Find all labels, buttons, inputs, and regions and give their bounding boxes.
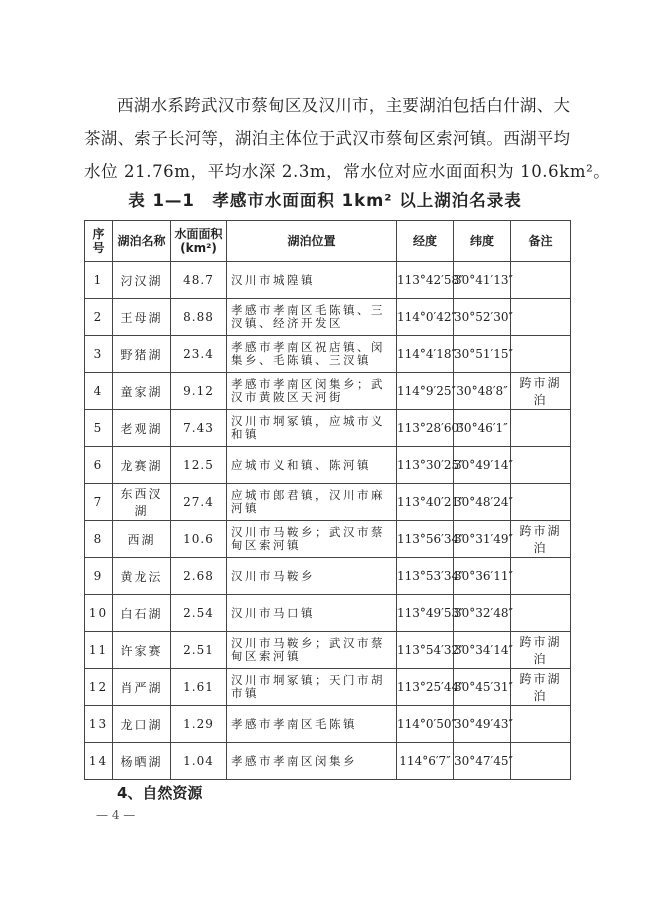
table-row [85, 336, 571, 373]
section-heading: 4、自然资源 [117, 784, 203, 802]
cell-latitude: 30°51′15″ [454, 336, 511, 373]
cell-name: 野猪湖 [113, 336, 171, 373]
cell-area: 2.54 [171, 595, 227, 632]
table-row [85, 521, 571, 558]
cell-longitude: 114°4′18″ [397, 336, 454, 373]
table-row [85, 632, 571, 669]
table-row [85, 595, 571, 632]
table-header-row [85, 221, 571, 262]
cell-latitude: 30°32′48″ [454, 595, 511, 632]
cell-longitude: 113°56′34″ [397, 521, 454, 558]
header-name: 湖泊名称 [113, 221, 171, 262]
cell-no: 4 [85, 373, 113, 410]
cell-location: 孝感市孝南区闵集乡 [227, 743, 397, 780]
cell-latitude: 30°41′13″ [454, 262, 511, 299]
cell-longitude: 114°9′25″ [397, 373, 454, 410]
cell-longitude: 113°49′53″ [397, 595, 454, 632]
cell-note: 跨市湖泊 [511, 632, 571, 669]
cell-note [511, 743, 571, 780]
header-note: 备注 [511, 221, 571, 262]
cell-name: 龙口湖 [113, 706, 171, 743]
cell-longitude: 113°54′32″ [397, 632, 454, 669]
cell-location: 孝感市孝南区祝店镇、闵集乡、毛陈镇、三汊镇 [227, 336, 397, 373]
cell-latitude: 30°52′30″ [454, 299, 511, 336]
cell-note [511, 484, 571, 521]
cell-note: 跨市湖泊 [511, 521, 571, 558]
header-location: 湖泊位置 [227, 221, 397, 262]
cell-no: 12 [85, 669, 113, 706]
header-latitude: 纬度 [454, 221, 511, 262]
cell-name: 老观湖 [113, 410, 171, 447]
table-row [85, 669, 571, 706]
table-row [85, 743, 571, 780]
cell-note: 跨市湖泊 [511, 373, 571, 410]
cell-note [511, 447, 571, 484]
cell-location: 孝感市孝南区闵集乡；武汉市黄陂区天河街 [227, 373, 397, 410]
cell-longitude: 114°6′7″ [397, 743, 454, 780]
cell-location: 应城市义和镇、陈河镇 [227, 447, 397, 484]
cell-note [511, 262, 571, 299]
cell-area: 8.88 [171, 299, 227, 336]
cell-longitude: 113°53′34″ [397, 558, 454, 595]
page-number: — 4 — [96, 808, 136, 822]
cell-area: 23.4 [171, 336, 227, 373]
cell-area: 48.7 [171, 262, 227, 299]
cell-latitude: 30°46′1″ [454, 410, 511, 447]
header-longitude: 经度 [397, 221, 454, 262]
table-row [85, 373, 571, 410]
table-row [85, 299, 571, 336]
paragraph-line: 水位 21.76m，平均水深 2.3m，常水位对应水面面积为 10.6km²。 [84, 162, 611, 181]
cell-area: 12.5 [171, 447, 227, 484]
cell-name: 东西汊湖 [113, 484, 171, 521]
cell-note [511, 299, 571, 336]
cell-location: 汉川市马鞍乡；武汉市蔡甸区索河镇 [227, 632, 397, 669]
cell-no: 6 [85, 447, 113, 484]
cell-note [511, 336, 571, 373]
cell-longitude: 113°40′21″ [397, 484, 454, 521]
cell-latitude: 30°48′8″ [454, 373, 511, 410]
lake-table [84, 220, 571, 780]
cell-no: 14 [85, 743, 113, 780]
cell-latitude: 30°49′43″ [454, 706, 511, 743]
cell-latitude: 30°31′49″ [454, 521, 511, 558]
cell-no: 8 [85, 521, 113, 558]
cell-location: 应城市郎君镇，汉川市麻河镇 [227, 484, 397, 521]
cell-no: 5 [85, 410, 113, 447]
cell-area: 1.29 [171, 706, 227, 743]
cell-no: 2 [85, 299, 113, 336]
cell-name: 肖严湖 [113, 669, 171, 706]
table-row [85, 410, 571, 447]
cell-no: 1 [85, 262, 113, 299]
cell-note [511, 410, 571, 447]
cell-latitude: 30°45′31″ [454, 669, 511, 706]
cell-name: 西湖 [113, 521, 171, 558]
intro-paragraph [84, 92, 611, 191]
cell-location: 孝感市孝南区毛陈镇 [227, 706, 397, 743]
cell-name: 杨晒湖 [113, 743, 171, 780]
cell-note: 跨市湖泊 [511, 669, 571, 706]
cell-latitude: 30°34′14″ [454, 632, 511, 669]
cell-location: 孝感市孝南区毛陈镇、三汊镇、经济开发区 [227, 299, 397, 336]
paragraph-line: 西湖水系跨武汉市蔡甸区及汉川市，主要湖泊包括白什湖、大 [117, 96, 570, 115]
cell-location: 汉川市马鞍乡；武汉市蔡甸区索河镇 [227, 521, 397, 558]
cell-longitude: 113°30′25″ [397, 447, 454, 484]
cell-location: 汉川市马口镇 [227, 595, 397, 632]
cell-no: 9 [85, 558, 113, 595]
header-area: 水面面积(km²) [171, 221, 227, 262]
header-no: 序号 [85, 221, 113, 262]
cell-location: 汉川市城隍镇 [227, 262, 397, 299]
cell-area: 2.51 [171, 632, 227, 669]
cell-area: 1.61 [171, 669, 227, 706]
cell-area: 10.6 [171, 521, 227, 558]
cell-longitude: 114°0′50″ [397, 706, 454, 743]
cell-name: 龙赛湖 [113, 447, 171, 484]
cell-no: 10 [85, 595, 113, 632]
table-row [85, 484, 571, 521]
cell-note [511, 558, 571, 595]
cell-note [511, 595, 571, 632]
cell-area: 9.12 [171, 373, 227, 410]
cell-area: 27.4 [171, 484, 227, 521]
cell-latitude: 30°48′24″ [454, 484, 511, 521]
cell-name: 许家赛 [113, 632, 171, 669]
cell-no: 7 [85, 484, 113, 521]
cell-area: 1.04 [171, 743, 227, 780]
cell-location: 汉川市马鞍乡 [227, 558, 397, 595]
table-row [85, 706, 571, 743]
cell-name: 黄龙沄 [113, 558, 171, 595]
cell-area: 2.68 [171, 558, 227, 595]
cell-no: 3 [85, 336, 113, 373]
cell-name: 汈汉湖 [113, 262, 171, 299]
cell-name: 白石湖 [113, 595, 171, 632]
cell-location: 汉川市垌冢镇，应城市义和镇 [227, 410, 397, 447]
table-row [85, 262, 571, 299]
cell-longitude: 113°42′58″ [397, 262, 454, 299]
cell-latitude: 30°47′45″ [454, 743, 511, 780]
table-row [85, 447, 571, 484]
cell-longitude: 114°0′42″ [397, 299, 454, 336]
cell-no: 11 [85, 632, 113, 669]
table-row [85, 558, 571, 595]
cell-no: 13 [85, 706, 113, 743]
cell-latitude: 30°36′11″ [454, 558, 511, 595]
cell-latitude: 30°49′14″ [454, 447, 511, 484]
cell-longitude: 113°28′60″ [397, 410, 454, 447]
cell-area: 7.43 [171, 410, 227, 447]
cell-note [511, 706, 571, 743]
cell-location: 汉川市垌冢镇；天门市胡市镇 [227, 669, 397, 706]
table-title: 表 1—1 孝感市水面面积 1km² 以上湖泊名录表 [128, 191, 522, 210]
cell-name: 童家湖 [113, 373, 171, 410]
paragraph-line: 茶湖、索子长河等，湖泊主体位于武汉市蔡甸区索河镇。西湖平均 [84, 129, 570, 148]
cell-name: 王母湖 [113, 299, 171, 336]
cell-longitude: 113°25′44″ [397, 669, 454, 706]
